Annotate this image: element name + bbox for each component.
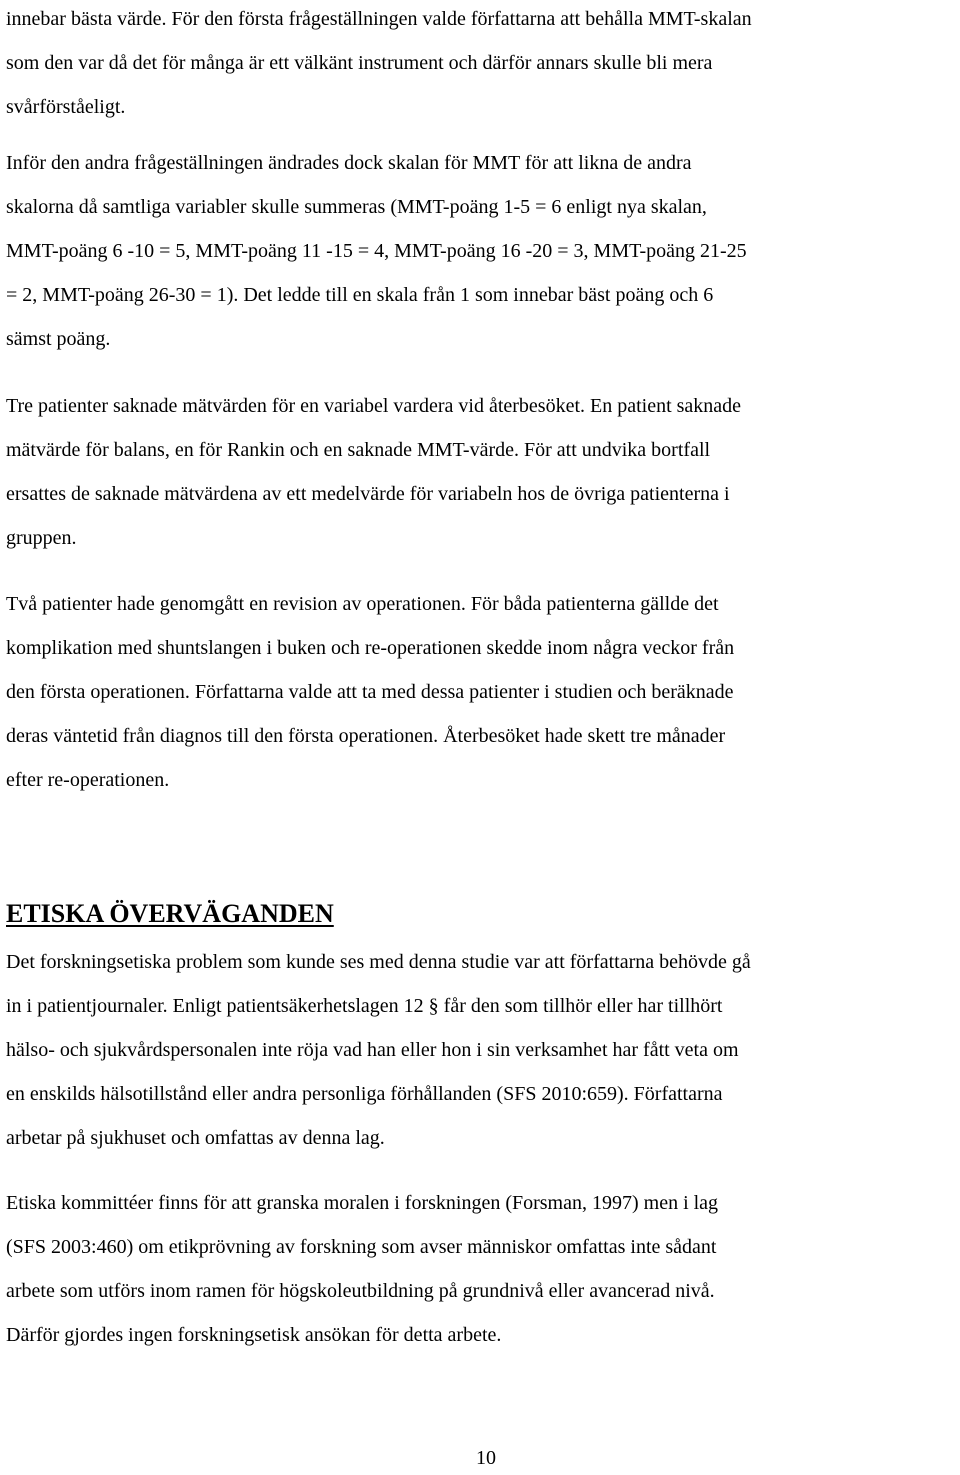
text-line: deras väntetid från diagnos till den första operationen. Återbesöket hade skett tre månader	[6, 725, 726, 747]
text-line: MMT-poäng 6 -10 = 5, MMT-poäng 11 -15 = 4, MMT-poäng 16 -20 = 3, MMT-poäng 21-25	[6, 240, 747, 262]
text-line: en enskilds hälsotillstånd eller andra personliga förhållanden (SFS 2010:659). Författarna	[6, 1083, 723, 1105]
text-line: innebar bästa värde. För den första frågeställningen valde författarna att behålla MMT-skalan	[6, 8, 752, 30]
text-line: som den var då det för många är ett välkänt instrument och därför annars skulle bli mera	[6, 52, 713, 74]
text-line: Därför gjordes ingen forskningsetisk ansökan för detta arbete.	[6, 1324, 502, 1346]
text-line: ersattes de saknade mätvärdena av ett medelvärde för variabeln hos de övriga patienterna i	[6, 483, 730, 505]
section-heading-ethics: ETISKA ÖVERVÄGANDEN	[6, 899, 334, 928]
text-line: svårförståeligt.	[6, 96, 126, 118]
text-line: = 2, MMT-poäng 26-30 = 1). Det ledde till en skala från 1 som innebar bäst poäng och 6	[6, 284, 714, 306]
text-line: komplikation med shuntslangen i buken och re-operationen skedde inom några veckor från	[6, 637, 735, 659]
text-line: Två patienter hade genomgått en revision av operationen. För båda patienterna gällde det	[6, 593, 719, 615]
text-line: Det forskningsetiska problem som kunde ses med denna studie var att författarna behövde gå	[6, 951, 751, 973]
text-line: in i patientjournaler. Enligt patientsäkerhetslagen 12 § får den som tillhör eller har tillhört	[6, 995, 723, 1017]
text-line: arbetar på sjukhuset och omfattas av denna lag.	[6, 1127, 385, 1149]
text-line: sämst poäng.	[6, 328, 111, 350]
text-line: mätvärde för balans, en för Rankin och en saknade MMT-värde. För att undvika bortfall	[6, 439, 711, 461]
page-number: 10	[476, 1447, 496, 1469]
paragraph-ethics-committees	[6, 1181, 956, 1357]
text-line: den första operationen. Författarna valde att ta med dessa patienter i studien och beräknade	[6, 681, 734, 703]
text-line: Inför den andra frågeställningen ändrades dock skalan för MMT för att likna de andra	[6, 152, 692, 174]
text-line: Etiska kommittéer finns för att granska moralen i forskningen (Forsman, 1997) men i lag	[6, 1192, 719, 1214]
text-line: hälso- och sjukvårdspersonalen inte röja vad han eller hon i sin verksamhet har fått veta om	[6, 1039, 739, 1061]
text-line: efter re-operationen.	[6, 769, 170, 791]
text-line: Tre patienter saknade mätvärden för en variabel vardera vid återbesöket. En patient saknade	[6, 395, 742, 417]
paragraph-revision	[6, 582, 956, 802]
text-line: gruppen.	[6, 527, 77, 549]
paragraph-ethics-problem	[6, 940, 956, 1160]
text-line: skalorna då samtliga variabler skulle summeras (MMT-poäng 1-5 = 6 enligt nya skalan,	[6, 196, 707, 218]
text-line: arbete som utförs inom ramen för högskoleutbildning på grundnivå eller avancerad nivå.	[6, 1280, 715, 1302]
paragraph-second-question	[6, 141, 956, 361]
paragraph-missing-values	[6, 384, 956, 560]
text-line: (SFS 2003:460) om etikprövning av forskning som avser människor omfattas inte sådant	[6, 1236, 717, 1258]
paragraph-mmt-scale	[6, 0, 956, 129]
